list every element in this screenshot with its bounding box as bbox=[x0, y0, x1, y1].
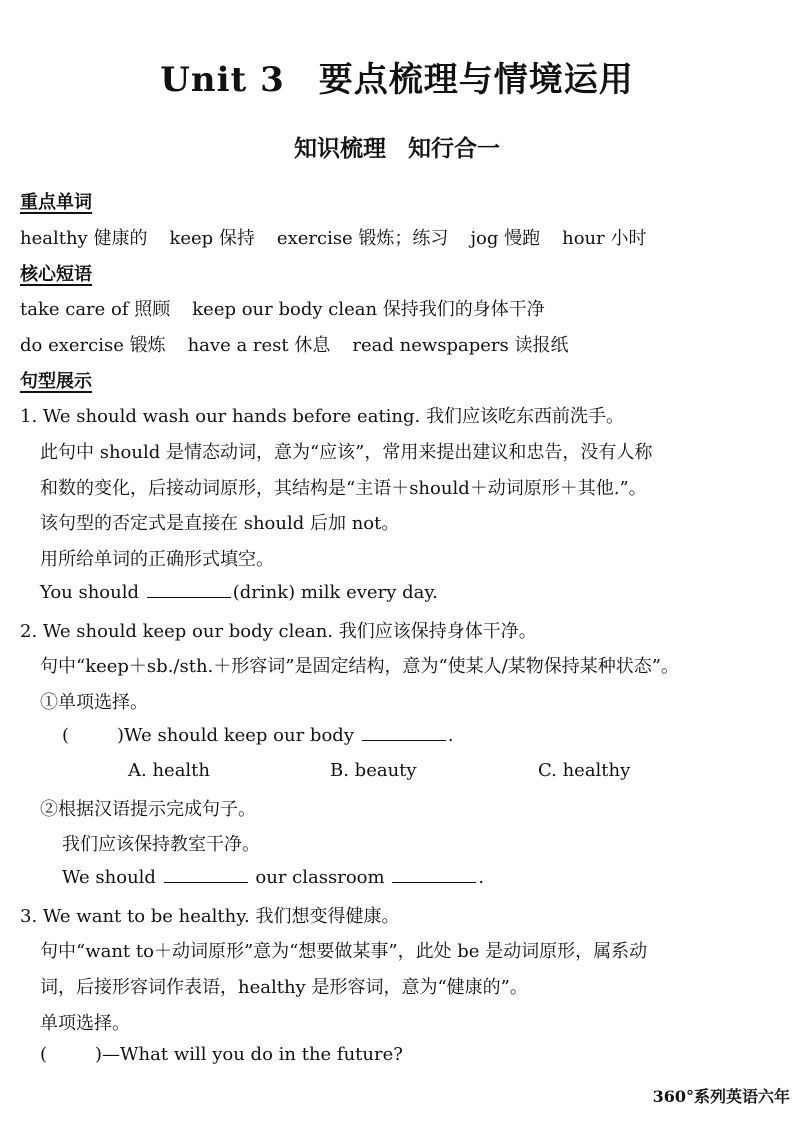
pattern-3-question bbox=[40, 1044, 403, 1065]
pattern-3-sentence: 3. We want to be healthy. 我们想变得健康。 bbox=[20, 906, 400, 927]
pattern-2-task: ①单项选择。 bbox=[40, 692, 148, 713]
answer-blank[interactable] bbox=[362, 724, 446, 741]
phrase-item: take care of 照顾 bbox=[20, 299, 171, 320]
question-text: )We should keep our body bbox=[117, 725, 354, 746]
subtitle-part-a: 知识梳理 bbox=[294, 135, 386, 162]
answer-blank[interactable] bbox=[147, 581, 231, 598]
words-row bbox=[20, 224, 646, 250]
unit-label: Unit 3 bbox=[160, 60, 285, 100]
pattern-1-task: 用所给单词的正确形式填空。 bbox=[40, 549, 274, 570]
phrase-item: read newspapers 读报纸 bbox=[352, 335, 569, 356]
pattern-2-task: ②根据汉语提示完成句子。 bbox=[40, 799, 256, 820]
answer-paren-open: ( bbox=[40, 1044, 48, 1065]
exercise-text: We should bbox=[62, 867, 156, 888]
phrase-item: keep our body clean 保持我们的身体干净 bbox=[192, 299, 545, 320]
option-b[interactable]: B. beauty bbox=[330, 760, 417, 781]
pattern-2-sentence: 2. We should keep our body clean. 我们应该保持身体干净。 bbox=[20, 621, 537, 642]
title-text: 要点梳理与情境运用 bbox=[318, 60, 634, 100]
answer-paren-open: ( bbox=[62, 725, 70, 746]
pattern-1-note: 和数的变化，后接动词原形，其结构是“主语＋should＋动词原形＋其他.”。 bbox=[40, 478, 647, 499]
phrase-item: do exercise 锻炼 bbox=[20, 335, 166, 356]
phrases-heading: 核心短语 bbox=[20, 264, 92, 285]
pattern-1-exercise bbox=[40, 581, 438, 603]
phrase-item: have a rest 休息 bbox=[187, 335, 331, 356]
page-title bbox=[0, 52, 794, 101]
word-item: hour 小时 bbox=[562, 228, 647, 249]
page-footer: 360°系列英语六年 bbox=[652, 1087, 790, 1106]
exercise-text: our classroom bbox=[255, 867, 385, 888]
pattern-1-note: 此句中 should 是情态动词，意为“应该”，常用来提出建议和忠告，没有人称 bbox=[40, 442, 653, 463]
pattern-3-task: 单项选择。 bbox=[40, 1013, 130, 1034]
word-item: healthy 健康的 bbox=[20, 228, 148, 249]
patterns-heading: 句型展示 bbox=[20, 371, 92, 392]
exercise-text: You should bbox=[40, 582, 140, 603]
pattern-2-note: 句中“keep＋sb./sth.＋形容词”是固定结构，意为“使某人/某物保持某种状态”。 bbox=[40, 656, 679, 677]
subtitle-part-b: 知行合一 bbox=[408, 135, 500, 162]
pattern-3-note: 句中“want to＋动词原形”意为“想要做某事”，此处 be 是动词原形，属系动 bbox=[40, 941, 648, 962]
exercise-text: (drink) milk every day. bbox=[232, 582, 438, 603]
question-end: . bbox=[447, 725, 454, 746]
pattern-3-note: 词，后接形容词作表语，healthy 是形容词，意为“健康的”。 bbox=[40, 977, 528, 998]
phrases-row-2 bbox=[20, 331, 569, 357]
exercise-text: . bbox=[478, 867, 485, 888]
option-a[interactable]: A. health bbox=[128, 760, 211, 781]
word-item: keep 保持 bbox=[169, 228, 255, 249]
pattern-1-sentence: 1. We should wash our hands before eating. 我们应该吃东西前洗手。 bbox=[20, 406, 624, 427]
option-c[interactable]: C. healthy bbox=[538, 760, 631, 781]
answer-blank[interactable] bbox=[392, 866, 476, 883]
phrases-row-1 bbox=[20, 295, 545, 321]
word-item: jog 慢跑 bbox=[470, 228, 541, 249]
pattern-2-question bbox=[62, 724, 453, 746]
section-subtitle bbox=[0, 130, 794, 163]
word-item: exercise 锻炼；练习 bbox=[276, 228, 449, 249]
pattern-1-note: 该句型的否定式是直接在 should 后加 not。 bbox=[40, 513, 400, 534]
pattern-2-exercise bbox=[62, 866, 484, 888]
words-heading: 重点单词 bbox=[20, 192, 92, 213]
question-text: )—What will you do in the future? bbox=[95, 1044, 403, 1065]
pattern-2-chinese: 我们应该保持教室干净。 bbox=[62, 834, 260, 855]
answer-blank[interactable] bbox=[164, 866, 248, 883]
